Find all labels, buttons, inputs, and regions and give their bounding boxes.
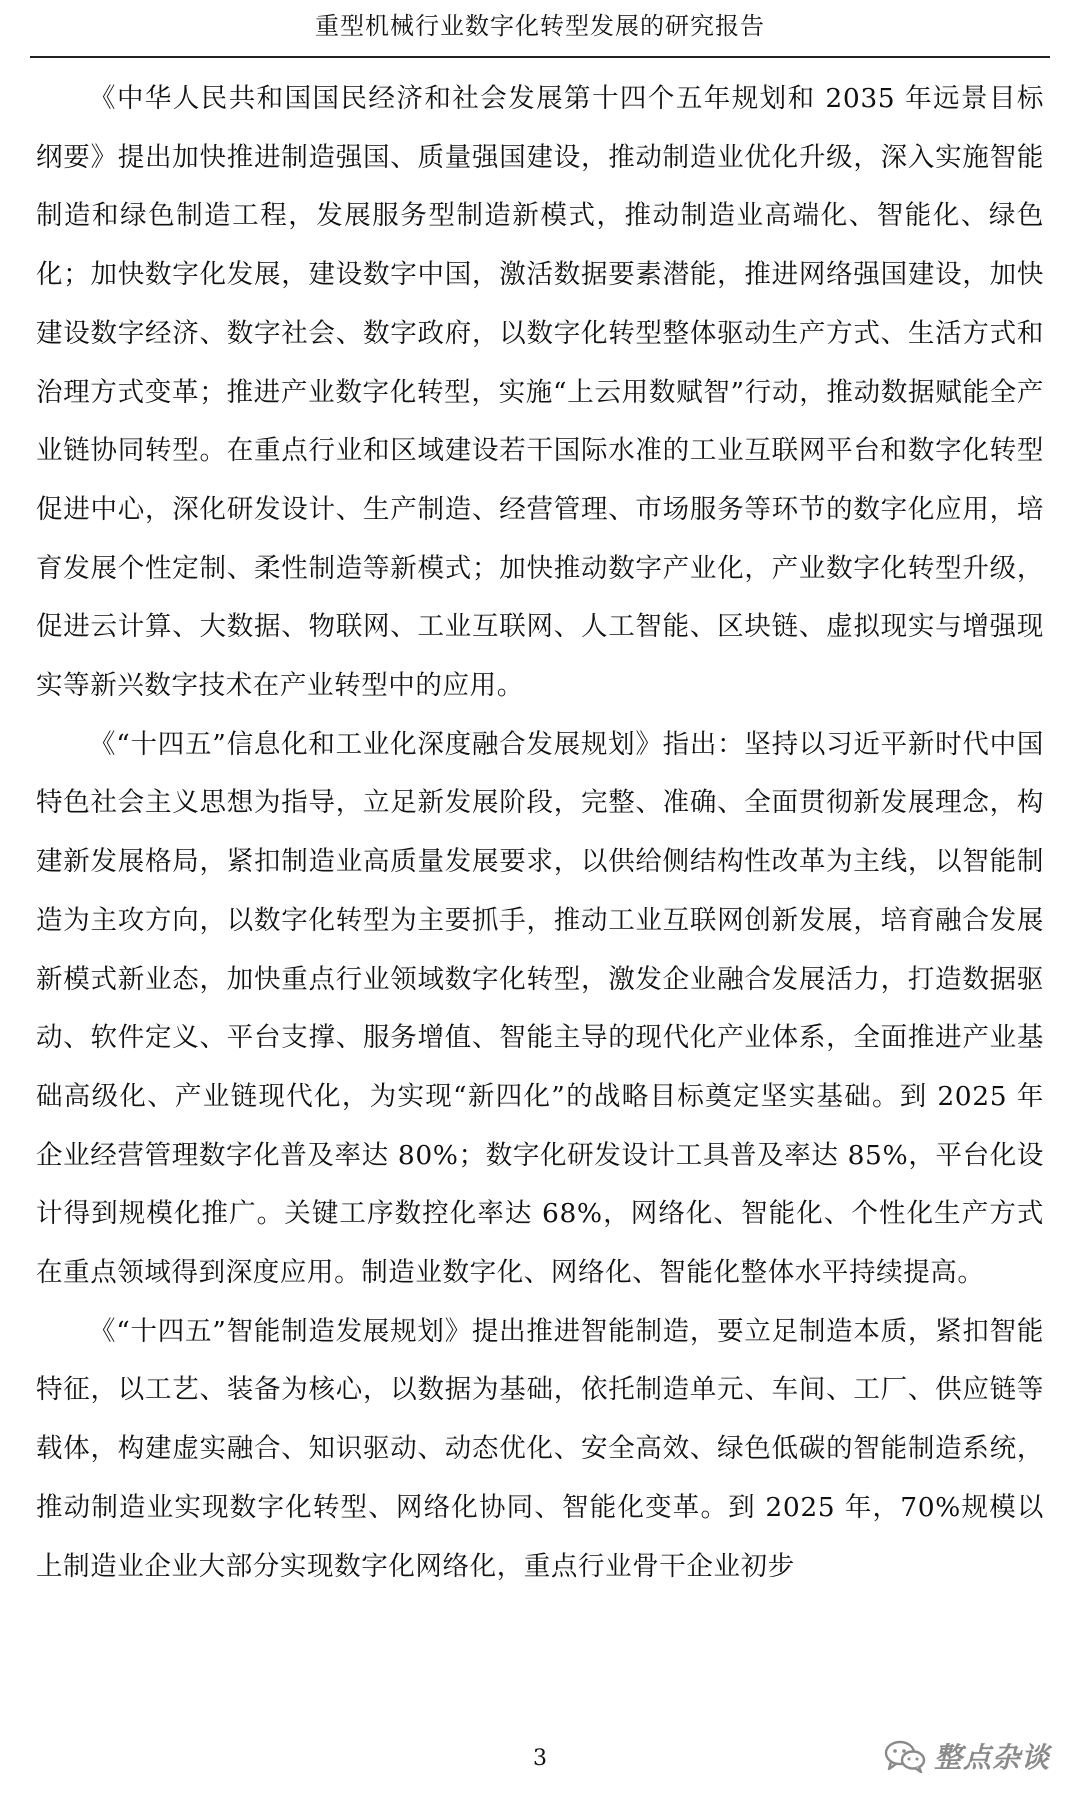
watermark-text: 整点杂谈 bbox=[933, 1741, 1050, 1774]
document-body bbox=[36, 70, 1044, 1596]
page-number: 3 bbox=[533, 1746, 547, 1771]
header-title: 重型机械行业数字化转型发展的研究报告 bbox=[315, 12, 765, 40]
wechat-icon bbox=[884, 1739, 926, 1773]
paragraph-outline-2035: 《中华人民共和国国民经济和社会发展第十四个五年规划和 2035 年远景目标纲要》提出加快推进制造强国、质量强国建设，推动制造业优化升级，深入实施智能制造和绿色制造工程，发展服务型制造新模式，推动制造业高端化、智能化、绿色化；加快数字化发展，建设数字中国，激活数据要素潜能，推进网络强国建设，加快建设数字经济、数字社会、数字政府，以数字化转型整体驱动生产方式、生活方式和治理方式变革；推进产业数字化转型，实施“上云用数赋智”行动，推动数据赋能全产业链协同转型。在重点行业和区域建设若干国际水准的工业互联网平台和数字化转型促进中心，深化研发设计、生产制造、经营管理、市场服务等环节的数字化应用，培育发展个性定制、柔性制造等新模式；加快推动数字产业化，产业数字化转型升级，促进云计算、大数据、物联网、工业互联网、人工智能、区块链、虚拟现实与增强现实等新兴数字技术在产业转型中的应用。 bbox=[36, 83, 1044, 702]
watermark bbox=[884, 1736, 1050, 1776]
paragraph-intelligent-manufacturing-plan: 《“十四五”智能制造发展规划》提出推进智能制造，要立足制造本质，紧扣智能特征，以工艺、装备为核心，以数据为基础，依托制造单元、车间、工厂、供应链等载体，构建虚实融合、知识驱动、动态优化、安全高效、绿色低碳的智能制造系统，推动制造业实现数字化转型、网络化协同、智能化变革。到 2025 年，70%规模以上制造业企业大部分实现数字化网络化，重点行业骨干企业初步 bbox=[36, 1315, 1044, 1582]
paragraph-informatization-plan: 《“十四五”信息化和工业化深度融合发展规划》指出：坚持以习近平新时代中国特色社会主义思想为指导，立足新发展阶段，完整、准确、全面贯彻新发展理念，构建新发展格局，紧扣制造业高质量发展要求，以供给侧结构性改革为主线，以智能制造为主攻方向，以数字化转型为主要抓手，推动工业互联网创新发展，培育融合发展新模式新业态，加快重点行业领域数字化转型，激发企业融合发展活力，打造数据驱动、软件定义、平台支撑、服务增值、智能主导的现代化产业体系，全面推进产业基础高级化、产业链现代化，为实现“新四化”的战略目标奠定坚实基础。到 2025 年企业经营管理数字化普及率达 80%；数字化研发设计工具普及率达 85%，平台化设计得到规模化推广。关键工序数控化率达 68%，网络化、智能化、个性化生产方式在重点领域得到深度应用。制造业数字化、网络化、智能化整体水平持续提高。 bbox=[36, 728, 1044, 1289]
page-header bbox=[30, 6, 1050, 58]
